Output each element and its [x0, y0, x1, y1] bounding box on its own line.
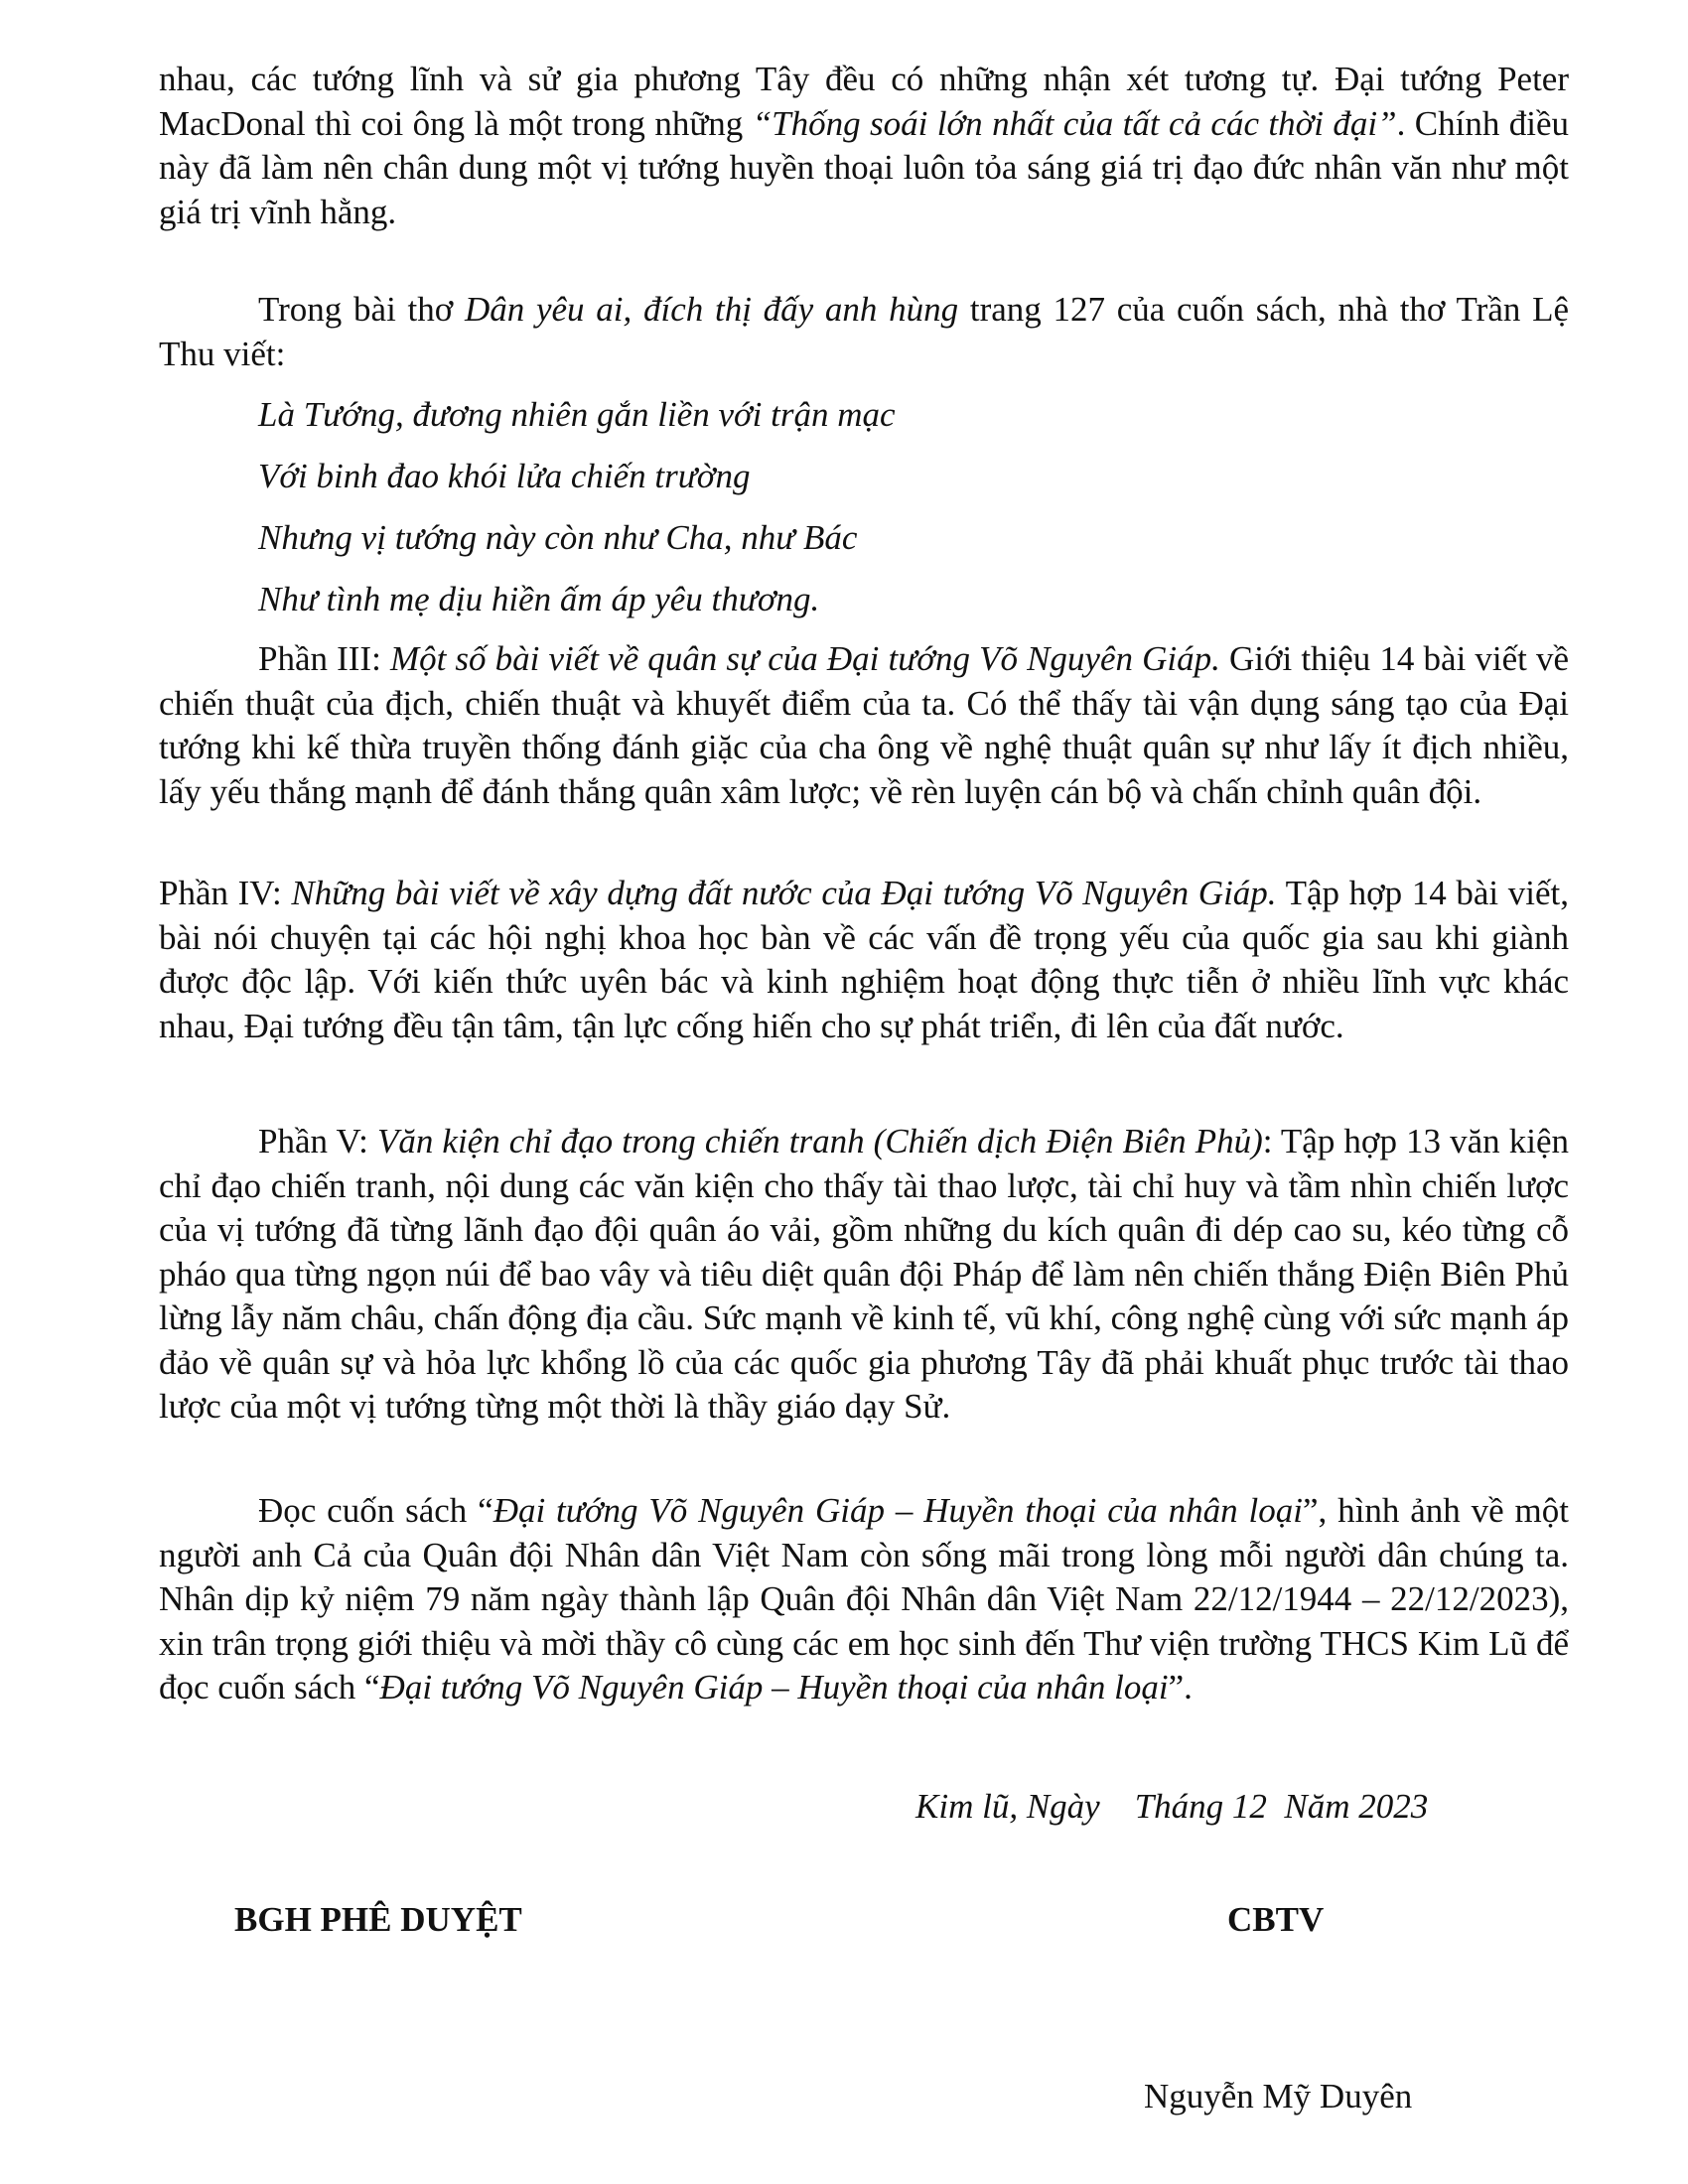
quote-text: “Thống soái lớn nhất của tất cả các thời đại” — [752, 103, 1397, 143]
book-title: Đại tướng Võ Nguyên Giáp – Huyền thoại của nhân loại — [492, 1491, 1303, 1530]
poem-line-4: Như tình mẹ dịu hiền ấm áp yêu thương. — [258, 580, 820, 618]
paragraph-part-5 — [159, 1120, 1569, 1430]
poem-line-1: Là Tướng, đương nhiên gắn liền với trận mạc — [258, 395, 896, 434]
approval-label: BGH PHÊ DUYỆT — [234, 1900, 522, 1939]
paragraph-text: ”. — [1168, 1668, 1193, 1706]
paragraph-generals-opinion — [159, 58, 1569, 234]
paragraph-text: nhau, các tướng lĩnh và sử gia phương Tây đều có những nhận xét tương tự. Đại tướng Peter MacDonal thì coi ông là một trong những — [159, 60, 1569, 143]
paragraph-text: trang 127 của cuốn sách, nhà thơ Trần Lệ Thu viết: — [159, 290, 1570, 373]
section-title: Văn kiện chỉ đạo trong chiến tranh (Chiến dịch Điện Biên Phủ) — [376, 1122, 1263, 1160]
book-title: Đại tướng Võ Nguyên Giáp – Huyền thoại của nhân loại — [379, 1668, 1169, 1706]
paragraph-conclusion — [159, 1489, 1569, 1710]
poem-line-3: Nhưng vị tướng này còn như Cha, như Bác — [258, 518, 858, 557]
paragraph-part-4 — [159, 872, 1569, 1048]
poem-line-2: Với binh đao khói lửa chiến trường — [258, 457, 751, 495]
signer-name: Nguyễn Mỹ Duyên — [1144, 2077, 1413, 2116]
librarian-role-label: CBTV — [1227, 1900, 1325, 1939]
paragraph-poem-intro — [159, 288, 1569, 376]
paragraph-part-3 — [159, 637, 1569, 814]
paragraph-text: : Tập hợp 13 văn kiện chỉ đạo chiến tranh, nội dung các văn kiện cho thấy tài thao lược, tài chỉ huy và tầm nhìn chiến lược của vị tướng đã từng lãnh đạo đội quân áo vải, gồm những du kích quân đi dép cao su, kéo từng cỗ pháo qua từng ngọn núi để bao vây và tiêu diệt quân đội Pháp để làm nên chiến thắng Điện Biên Phủ lừng lẫy năm châu, chấn động địa cầu. Sức mạnh về kinh tế, vũ khí, công nghệ cùng với sức mạnh áp đảo về quân sự và hỏa lực khổng lồ của các quốc gia phương Tây đã phải khuất phục trước tài thao lược của một vị tướng từng một thời là thầy giáo dạy Sử. — [159, 1122, 1569, 1426]
section-title: Một số bài viết về quân sự của Đại tướng Võ Nguyên Giáp. — [389, 639, 1220, 678]
section-label: Phần IV: — [159, 874, 282, 912]
paragraph-text: ”, hình ảnh về một người anh Cả của Quân đội Nhân dân Việt Nam còn sống mãi trong lòng mỗi người dân chúng ta. Nhân dịp kỷ niệm 79 năm ngày thành lập Quân đội Nhân dân Việt Nam 22/12/1944 – 22/12/2023), xin trân trọng giới thiệu và mời thầy cô cùng các em học sinh đến Thư viện trường THCS Kim Lũ để đọc cuốn sách “ — [159, 1491, 1569, 1706]
section-label: Phần V: — [258, 1122, 368, 1160]
paragraph-text: Đọc cuốn sách “ — [258, 1491, 493, 1530]
date-line: Kim lũ, Ngày Tháng 12 Năm 2023 — [915, 1787, 1429, 1826]
section-label: Phần III: — [258, 639, 381, 678]
paragraph-text: . Chính điều này đã làm nên chân dung một vị tướng huyền thoại luôn tỏa sáng giá trị đạo đức nhân văn như một giá trị vĩnh hằng. — [159, 103, 1570, 231]
section-title: Những bài viết về xây dựng đất nước của Đại tướng Võ Nguyên Giáp. — [291, 874, 1277, 912]
paragraph-text: Giới thiệu 14 bài viết về chiến thuật của địch, chiến thuật và khuyết điểm của ta. Có thể thấy tài vận dụng sáng tạo của Đại tướng khi kế thừa truyền thống đánh giặc của cha ông về nghệ thuật quân sự như lấy ít địch nhiều, lấy yếu thắng mạnh để đánh thắng quân xâm lược; về rèn luyện cán bộ và chấn chỉnh quân đội. — [159, 639, 1570, 811]
paragraph-text: Tập hợp 14 bài viết, bài nói chuyện tại các hội nghị khoa học bàn về các vấn đề trọng yếu của quốc gia sau khi giành được độc lập. Với kiến thức uyên bác và kinh nghiệm hoạt động thực tiễn ở nhiều lĩnh vực khác nhau, Đại tướng đều tận tâm, tận lực cống hiến cho sự phát triển, đi lên của đất nước. — [159, 874, 1570, 1045]
paragraph-text: Trong bài thơ — [258, 290, 454, 329]
poem-title: Dân yêu ai, đích thị đấy anh hùng — [464, 290, 959, 329]
